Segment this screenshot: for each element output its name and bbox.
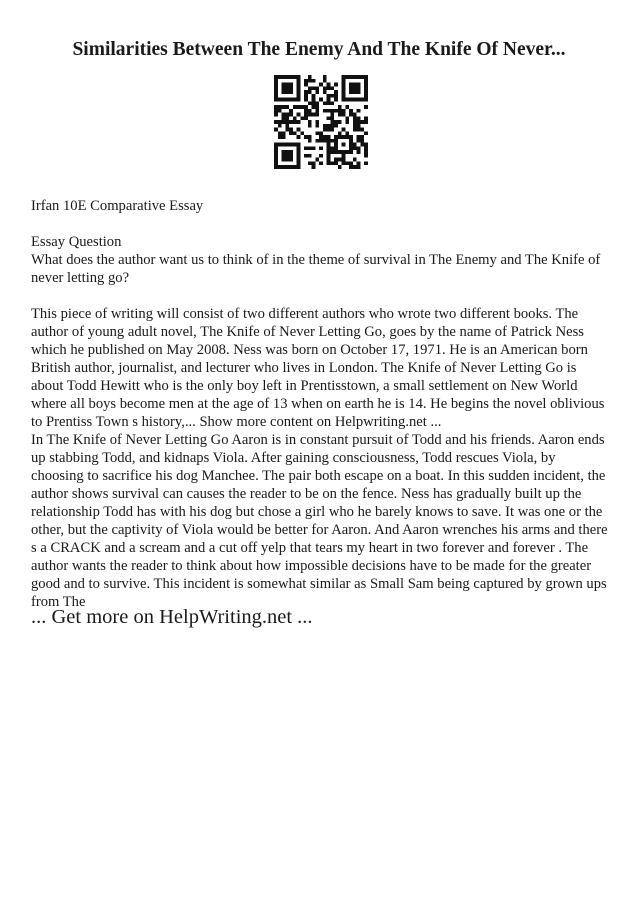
question-text: What does the author want us to think of in the theme of survival in The Enemy and The Knife of never letting go?	[31, 252, 601, 286]
question-heading: Essay Question	[31, 234, 122, 250]
document-title: Similarities Between The Enemy And The Knife Of Never...	[72, 39, 566, 60]
get-more-link[interactable]: ... Get more on HelpWriting.net ...	[31, 606, 313, 628]
paragraph-analysis: In The Knife of Never Letting Go Aaron is in constant pursuit of Todd and his friends. Aaron ends up stabbing Todd, and kidnaps Viola. After gaining consciousness, Todd rescues Viola, by choosing to sacrifice his dog Manchee. The pair both escape on a boat. In this sudden incident, the author shows survival can causes the reader to be on the fence. Ness has gradually built up the relationship Todd has with his dog but chose a girl who he barely knows to save. It was one or the other, but the captivity of Viola would be better for Aaron. And Aaron wrenches his arms and there s a CRACK and a scream and a cut off yelp that tears my heart in two forever and forever . The author wants the reader to think about how impossible decisions have to be made for the greater good and to survive. This incident is somewhat similar as Small Sam being captured by grown ups from The	[31, 432, 608, 610]
document-body	[31, 197, 611, 611]
paragraph-intro: This piece of writing will consist of two different authors who wrote two different books. The author of young adult novel, The Knife of Never Letting Go, goes by the name of Patrick Ness which he published on May 2008. Ness was born on October 17, 1971. He is an American born British author, journalist, and lecturer who lives in London. The Knife of Never Letting Go is about Todd Hewitt who is the only boy left in Prentisstown, a small settlement on New World where all boys become men at the age of 13 when on earth he is 14. He begins the novel oblivious to Prentiss Town s history,... Show more content on Helpwriting.net ...	[31, 306, 605, 430]
author-line: Irfan 10E Comparative Essay	[31, 198, 204, 214]
qr-code-icon	[274, 75, 368, 169]
